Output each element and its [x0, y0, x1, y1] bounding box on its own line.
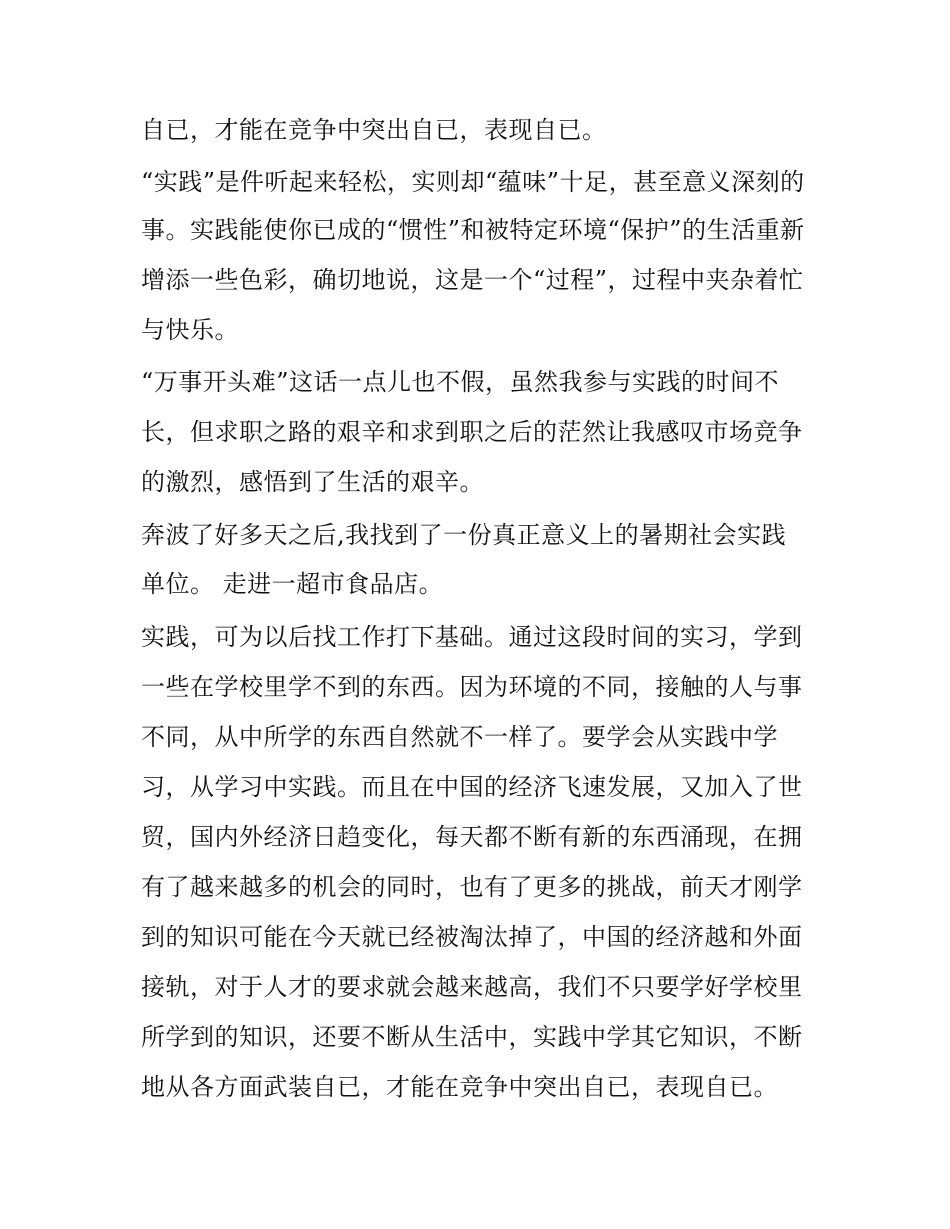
- text-line: 增添一些色彩，确切地说，这是一个“过程”，过程中夹杂着忙: [141, 266, 804, 294]
- text-line: 地从各方面武装自已，才能在竞争中突出自已，表现自已。: [141, 1073, 778, 1101]
- text-line: 长，但求职之路的艰辛和求到职之后的茫然让我感叹市场竞争: [141, 418, 803, 446]
- text-line: 一些在学校里学不到的东西。因为环境的不同，接触的人与事: [141, 673, 803, 701]
- text-line: “实践”是件听起来轻松，实则却“蕴味”十足，甚至意义深刻的: [141, 168, 805, 196]
- text-line: 实践，可为以后找工作打下基础。通过这段时间的实习，学到: [141, 623, 803, 651]
- text-line: 事。实践能使你已成的“惯性”和被特定环境“保护”的生活重新: [141, 216, 805, 244]
- text-line: 习，从学习中实践。而且在中国的经济飞速发展，又加入了世: [141, 773, 803, 801]
- text-line: 所学到的知识，还要不断从生活中，实践中学其它知识，不断: [141, 1023, 803, 1051]
- text-line: 接轨，对于人才的要求就会越来越高，我们不只要学好学校里: [141, 973, 803, 1001]
- text-line: 到的知识可能在今天就已经被淘汰掉了，中国的经济越和外面: [141, 923, 803, 951]
- text-line: 单位。 走进一超市食品店。: [141, 570, 444, 598]
- text-line: 与快乐。: [141, 316, 239, 344]
- text-line: “万事开头难”这话一点儿也不假，虽然我参与实践的时间不: [141, 368, 780, 396]
- text-line: 贸，国内外经济日趋变化，每天都不断有新的东西涌现，在拥: [141, 823, 803, 851]
- text-line: 的激烈，感悟到了生活的艰辛。: [141, 468, 484, 496]
- text-line: 有了越来越多的机会的同时，也有了更多的挑战，前天才刚学: [141, 873, 803, 901]
- text-line: 奔波了好多天之后,我找到了一份真正意义上的暑期社会实践: [141, 521, 787, 549]
- text-line: 不同，从中所学的东西自然就不一样了。要学会从实践中学: [141, 723, 778, 751]
- text-line: 自已，才能在竞争中突出自已，表现自已。: [141, 116, 607, 144]
